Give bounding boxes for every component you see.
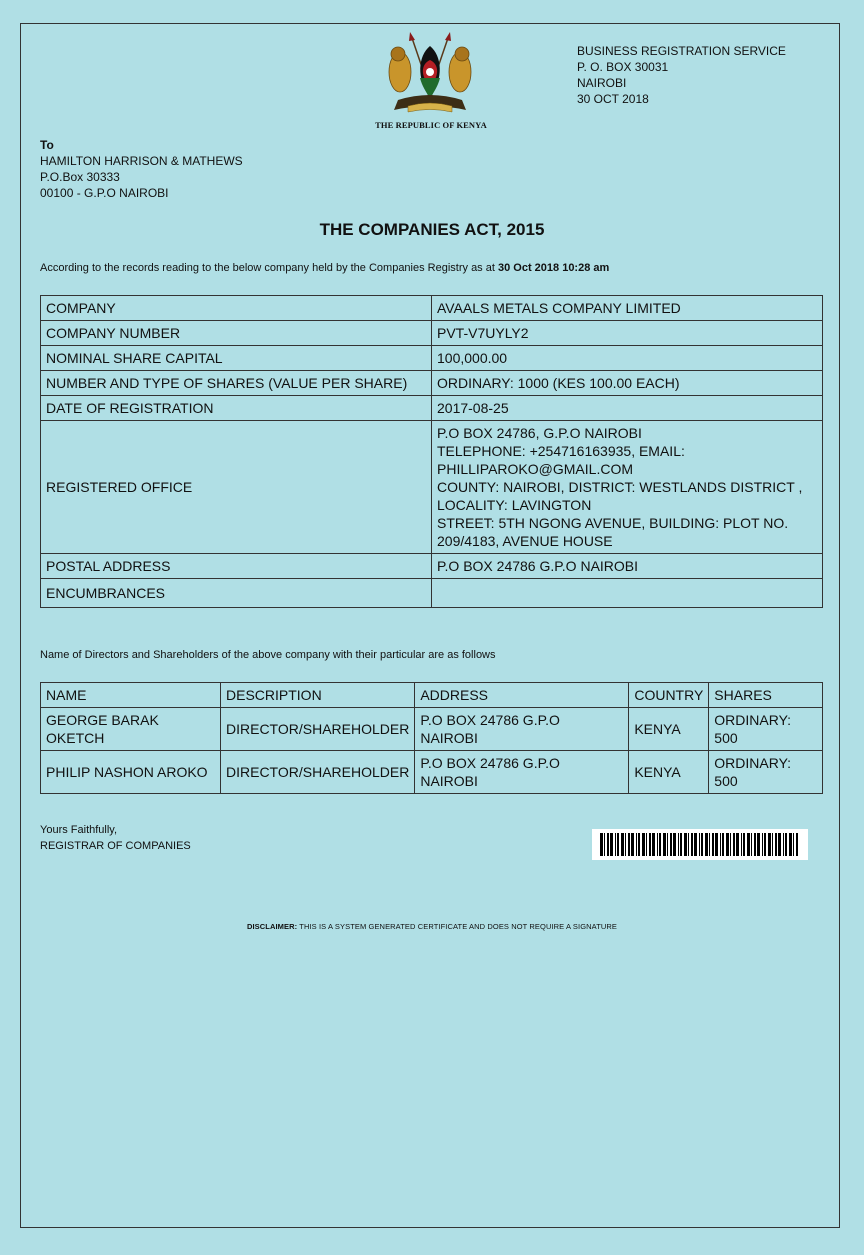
table-row <box>41 346 823 371</box>
barcode-bar <box>688 833 689 856</box>
barcode-bar <box>772 833 773 856</box>
barcode-bar <box>617 833 619 856</box>
row-key: ENCUMBRANCES <box>41 579 432 608</box>
column-header: NAME <box>41 683 221 708</box>
barcode-bar <box>747 833 750 856</box>
issuer-line: P. O. BOX 30031 <box>577 60 669 74</box>
addressee-block <box>40 137 243 201</box>
issuer-line: NAIROBI <box>577 76 627 90</box>
issue-date: 30 OCT 2018 <box>577 92 649 106</box>
column-header: COUNTRY <box>629 683 709 708</box>
address-line: PHILLIPAROKO@GMAIL.COM <box>437 461 633 477</box>
kenya-coat-of-arms-icon <box>380 30 480 120</box>
barcode-bar <box>783 833 784 856</box>
barcode-bar <box>652 833 655 856</box>
address-line: 209/4183, AVENUE HOUSE <box>437 533 613 549</box>
addressee-line: P.O.Box 30333 <box>40 170 120 184</box>
barcode-bar <box>657 833 658 856</box>
row-key: NUMBER AND TYPE OF SHARES (VALUE PER SHARE) <box>41 371 432 396</box>
directors-table <box>40 682 823 794</box>
barcode-bar <box>642 833 645 856</box>
barcode-bar <box>680 833 682 856</box>
barcode-bar <box>775 833 777 856</box>
address-line: P.O BOX 24786 G.P.O <box>420 755 560 771</box>
barcode-bar <box>730 833 731 856</box>
address-line: STREET: 5TH NGONG AVENUE, BUILDING: PLOT NO. <box>437 515 789 531</box>
table-row <box>41 579 823 608</box>
table-row <box>41 421 823 554</box>
barcode-bar <box>673 833 676 856</box>
barcode-bar <box>701 833 703 856</box>
table-row <box>41 708 823 751</box>
addressee-line: HAMILTON HARRISON & MATHEWS <box>40 154 243 168</box>
barcode-bar <box>720 833 721 856</box>
barcode-bar <box>768 833 771 856</box>
row-key: COMPANY NUMBER <box>41 321 432 346</box>
address-line: NAIROBI <box>420 773 478 789</box>
row-value: 2017-08-25 <box>432 396 823 421</box>
closing-block <box>40 822 191 854</box>
disclaimer-label: DISCLAIMER: <box>246 922 298 931</box>
address-line: NAIROBI <box>420 730 478 746</box>
signatory: REGISTRAR OF COMPANIES <box>40 840 191 852</box>
table-row <box>41 371 823 396</box>
row-value: 100,000.00 <box>432 346 823 371</box>
barcode-bar <box>607 833 609 856</box>
barcode-bar <box>712 833 714 856</box>
person-shares: ORDINARY: 500 <box>709 751 823 794</box>
closing-line: Yours Faithfully, <box>40 824 118 836</box>
address-line: P.O BOX 24786, G.P.O NAIROBI <box>437 425 642 441</box>
barcode-bar <box>628 833 630 856</box>
barcode-bar <box>604 833 605 856</box>
barcode-bar <box>625 833 626 856</box>
address-line: COUNTY: NAIROBI, DISTRICT: WESTLANDS DISTRICT , <box>437 479 803 495</box>
disclaimer-text: THIS IS A SYSTEM GENERATED CERTIFICATE AND DOES NOT REQUIRE A SIGNATURE <box>299 922 618 931</box>
column-header: DESCRIPTION <box>221 683 415 708</box>
barcode-bar <box>733 833 735 856</box>
barcode-bar <box>736 833 739 856</box>
person-address <box>415 751 629 794</box>
row-key: POSTAL ADDRESS <box>41 554 432 579</box>
barcode-bar <box>754 833 756 856</box>
table-row <box>41 751 823 794</box>
barcode-bar <box>785 833 787 856</box>
barcode-bar <box>621 833 624 856</box>
person-shares: ORDINARY: 500 <box>709 708 823 751</box>
address-line: TELEPHONE: +254716163935, EMAIL: <box>437 443 685 459</box>
address-line: LOCALITY: LAVINGTON <box>437 497 592 513</box>
certificate-border <box>20 23 840 1228</box>
disclaimer <box>0 922 864 931</box>
barcode-bar <box>646 833 647 856</box>
column-header: ADDRESS <box>415 683 629 708</box>
person-description: DIRECTOR/SHAREHOLDER <box>221 751 415 794</box>
table-header-row <box>41 683 823 708</box>
barcode-icon <box>600 833 800 856</box>
barcode-bar <box>691 833 693 856</box>
emblem-caption: THE REPUBLIC OF KENYA <box>375 120 487 130</box>
barcode-bar <box>762 833 763 856</box>
barcode-bar <box>670 833 672 856</box>
row-key: REGISTERED OFFICE <box>41 421 432 554</box>
row-key: NOMINAL SHARE CAPITAL <box>41 346 432 371</box>
records-text: According to the records reading to the below company held by the Companies Registry as at <box>40 262 495 274</box>
row-value <box>432 579 823 608</box>
records-statement <box>40 262 609 274</box>
records-date: 30 Oct 2018 10:28 am <box>497 262 610 274</box>
table-row <box>41 296 823 321</box>
barcode-bar <box>649 833 651 856</box>
barcode-bar <box>722 833 724 856</box>
barcode-bar <box>757 833 760 856</box>
person-name <box>41 708 221 751</box>
person-country: KENYA <box>629 751 709 794</box>
barcode-bar <box>709 833 710 856</box>
addressee-label: To <box>40 138 54 152</box>
registered-office-value <box>432 421 823 554</box>
barcode-bar <box>631 833 634 856</box>
name-line: PHILIP NASHON AROKO <box>46 764 208 780</box>
directors-note: Name of Directors and Shareholders of the above company with their particular are as follows <box>40 649 496 661</box>
company-details-table <box>40 295 823 608</box>
issuer-line: BUSINESS REGISTRATION SERVICE <box>577 44 786 58</box>
barcode-bar <box>715 833 718 856</box>
name-line: OKETCH <box>46 730 105 746</box>
barcode-bar <box>778 833 781 856</box>
barcode-bar <box>678 833 679 856</box>
document-title: THE COMPANIES ACT, 2015 <box>319 220 545 239</box>
barcode-bar <box>764 833 766 856</box>
issuer-address <box>577 43 786 107</box>
address-line: P.O BOX 24786 G.P.O <box>420 712 560 728</box>
column-header: SHARES <box>709 683 823 708</box>
table-row <box>41 396 823 421</box>
barcode-bar <box>741 833 742 856</box>
person-country: KENYA <box>629 708 709 751</box>
row-value: P.O BOX 24786 G.P.O NAIROBI <box>432 554 823 579</box>
barcode-bar <box>667 833 668 856</box>
row-value: AVAALS METALS COMPANY LIMITED <box>432 296 823 321</box>
barcode-bar <box>789 833 792 856</box>
barcode-bar <box>663 833 666 856</box>
barcode-bar <box>694 833 697 856</box>
barcode-bar <box>684 833 687 856</box>
row-key: DATE OF REGISTRATION <box>41 396 432 421</box>
barcode-bar <box>636 833 637 856</box>
barcode-bar <box>726 833 729 856</box>
barcode-bar <box>793 833 794 856</box>
barcode-bar <box>659 833 661 856</box>
row-value: ORDINARY: 1000 (KES 100.00 EACH) <box>432 371 823 396</box>
barcode-bar <box>751 833 752 856</box>
row-key: COMPANY <box>41 296 432 321</box>
barcode-bar <box>615 833 616 856</box>
barcode-bar <box>610 833 613 856</box>
row-value: PVT-V7UYLY2 <box>432 321 823 346</box>
addressee-line: 00100 - G.P.O NAIROBI <box>40 186 169 200</box>
table-row <box>41 321 823 346</box>
person-description: DIRECTOR/SHAREHOLDER <box>221 708 415 751</box>
barcode-bar <box>705 833 708 856</box>
barcode-bar <box>699 833 700 856</box>
name-line: GEORGE BARAK <box>46 712 159 728</box>
person-address <box>415 708 629 751</box>
barcode-bar <box>743 833 745 856</box>
barcode-bar <box>600 833 603 856</box>
table-row <box>41 554 823 579</box>
person-name <box>41 751 221 794</box>
barcode-bar <box>638 833 640 856</box>
barcode-bar <box>796 833 798 856</box>
barcode <box>592 829 808 860</box>
